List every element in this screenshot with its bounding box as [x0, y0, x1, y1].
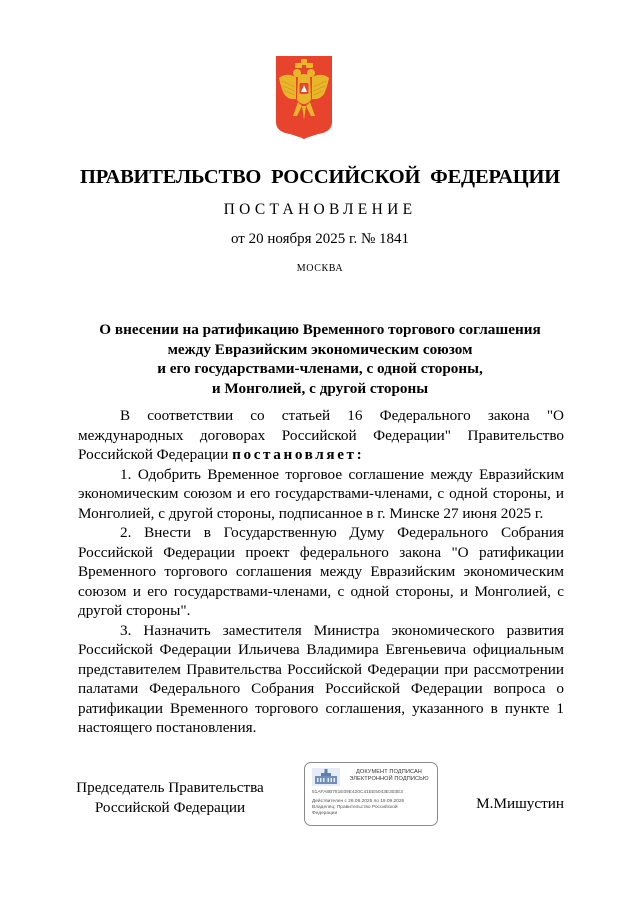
- stamp-owner-line: Федерации: [312, 811, 338, 816]
- coat-of-arms-icon: [276, 56, 332, 140]
- signer-position: [60, 778, 280, 817]
- stamp-title-line: ДОКУМЕНТ ПОДПИСАН: [356, 769, 422, 775]
- decree-item-2: 2. Внести в Государственную Думу Федерального Собрания Российской Федерации проект федерального закона "О ратификации Временного торгового соглашения между Евразийским экономическим союзом и его государствами-членами, с одной стороны, и Монголией, с другой стороны".: [78, 524, 564, 619]
- preamble-paragraph: [78, 406, 564, 465]
- subject-line: и Монголией, с другой стороны: [211, 379, 429, 397]
- decree-item-1: 1. Одобрить Временное торговое соглашение между Евразийским экономическим союзом и его государствами-членами, с одной стороны, и Монголией, с другой стороны, подписанное в г. Минске 27 июня 2025 г.: [78, 465, 564, 522]
- electronic-signature-stamp: [304, 762, 438, 826]
- document-city: МОСКВА: [296, 263, 344, 274]
- signer-position-line: Российской Федерации: [94, 798, 246, 816]
- stamp-owner-line: Владелец: Правительство Российской: [312, 805, 398, 810]
- stamp-validity: Действителен с 26.06.2025 по 19.09.2026: [312, 799, 405, 804]
- preamble-text: В соответствии со статьей 16 Федерального закона "О международных договорах Российской Федерации" Правительство Российской Федерации: [78, 407, 564, 463]
- stamp-title: [343, 769, 435, 783]
- government-title: ПРАВИТЕЛЬСТВО РОССИЙСКОЙ ФЕДЕРАЦИИ: [80, 166, 560, 188]
- stamp-title-line: ЭЛЕКТРОННОЙ ПОДПИСЬЮ: [349, 776, 429, 782]
- document-subject: [60, 320, 580, 398]
- government-building-icon: [312, 768, 340, 786]
- subject-line: между Евразийским экономическим союзом: [167, 340, 473, 358]
- signer-position-line: Председатель Правительства: [76, 779, 264, 796]
- subject-line: О внесении на ратификацию Временного торгового соглашения: [99, 321, 541, 338]
- document-body: [78, 406, 564, 738]
- subject-line: и его государствами-членами, с одной стороны,: [157, 360, 483, 377]
- document-type: ПОСТАНОВЛЕНИЕ: [223, 201, 417, 218]
- decree-word: постановляет:: [232, 446, 365, 463]
- stamp-serial: 51AFA8B781E09E420C41EE5043E303E3: [312, 790, 403, 795]
- document-date-number: от 20 ноября 2025 г. № 1841: [230, 231, 410, 247]
- signer-name: М.Мишустин: [476, 795, 564, 812]
- decree-item-3: 3. Назначить заместителя Министра экономического развития Российской Федерации Ильичева Владимира Евгеньевича официальным представителем Правительства Российской Федерации при рассмотрении палатами Федерального Собрания Российской Федерации вопроса о ратификации Временного торгового соглашения, указанного в пункте 1 настоящего постановления.: [78, 621, 564, 736]
